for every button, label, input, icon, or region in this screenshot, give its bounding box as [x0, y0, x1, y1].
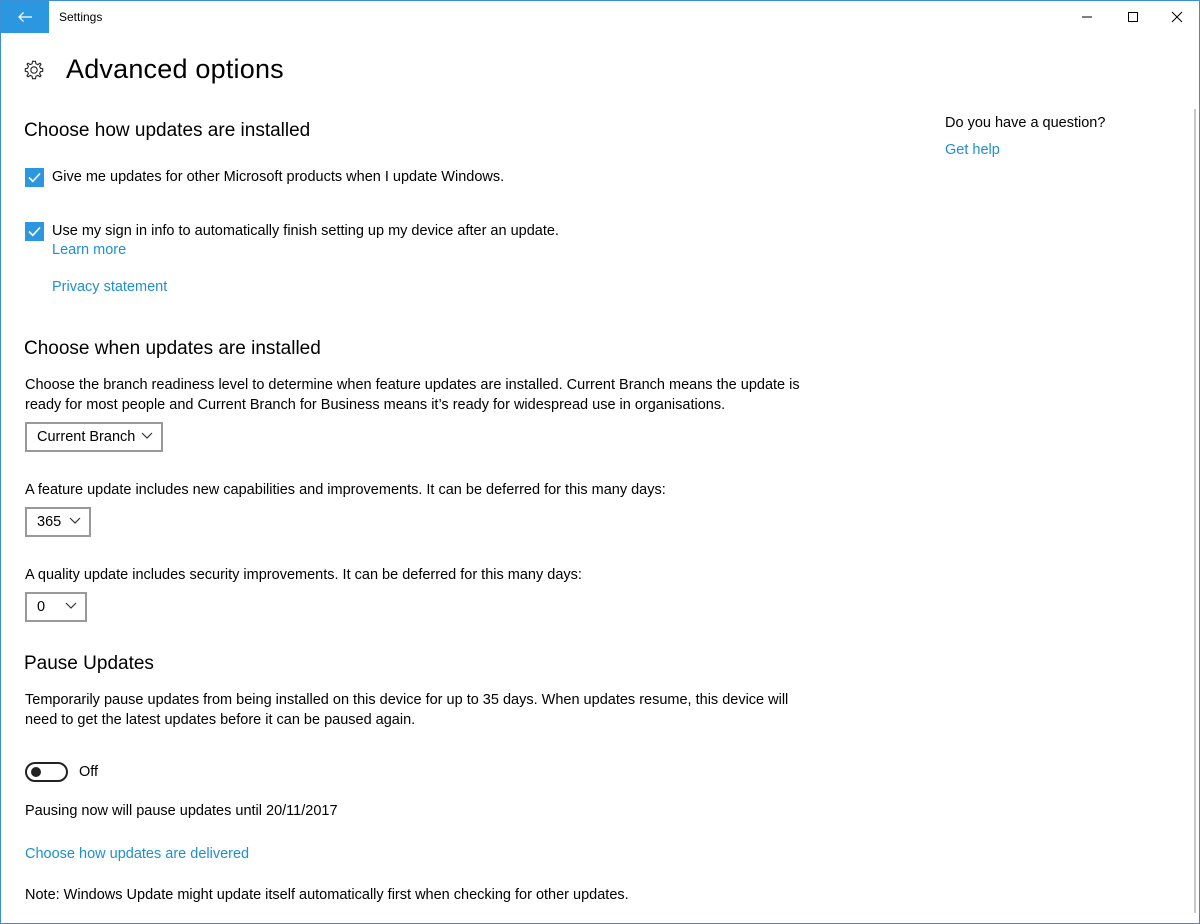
- minimize-icon: [1081, 11, 1093, 23]
- title-bar: [1, 1, 1199, 33]
- pause-description-line1: Temporarily pause updates from being installed on this device for up to 35 days. When updates resume, this device will: [25, 692, 789, 708]
- quality-update-description: A quality update includes security improvements. It can be deferred for this many days:: [25, 567, 582, 583]
- close-icon: [1171, 11, 1183, 23]
- feature-update-description: A feature update includes new capabilities and improvements. It can be deferred for this many days:: [25, 482, 666, 498]
- gear-icon: [23, 59, 45, 81]
- section-title-when: Choose when updates are installed: [24, 338, 321, 359]
- pause-description-line2: need to get the latest updates before it can be paused again.: [25, 712, 416, 728]
- get-help-link[interactable]: Get help: [945, 142, 1000, 158]
- pause-until-text: Pausing now will pause updates until 20/11/2017: [25, 803, 338, 819]
- scrollbar[interactable]: [1194, 109, 1196, 913]
- branch-readiness-dropdown[interactable]: [25, 422, 163, 452]
- close-button[interactable]: [1154, 1, 1200, 33]
- window-title: Settings: [59, 10, 103, 24]
- toggle-knob: [31, 767, 41, 777]
- maximize-button[interactable]: [1110, 1, 1156, 33]
- pause-updates-toggle[interactable]: [25, 762, 68, 782]
- page-title: Advanced options: [66, 54, 284, 84]
- checkbox-sign-in-info-label: Use my sign in info to automatically finish setting up my device after an update.: [52, 223, 559, 239]
- checkmark-icon: [28, 226, 41, 237]
- chevron-down-icon: [65, 602, 77, 610]
- quality-deferral-value: 0: [37, 599, 46, 615]
- learn-more-link[interactable]: Learn more: [52, 242, 127, 258]
- branch-description-line2: ready for most people and Current Branch for Business means it’s ready for widespread use in organisations.: [25, 397, 726, 413]
- checkbox-other-products[interactable]: [25, 168, 44, 187]
- windows-update-note: Note: Windows Update might update itself automatically first when checking for other updates.: [25, 887, 629, 903]
- back-button[interactable]: [1, 1, 49, 33]
- privacy-statement-link[interactable]: Privacy statement: [52, 279, 168, 295]
- minimize-button[interactable]: [1064, 1, 1110, 33]
- feature-deferral-value: 365: [37, 514, 62, 530]
- checkbox-sign-in-info[interactable]: [25, 222, 44, 241]
- feature-deferral-dropdown[interactable]: [25, 507, 91, 537]
- quality-deferral-dropdown[interactable]: [25, 592, 87, 622]
- branch-readiness-value: Current Branch: [37, 429, 136, 445]
- delivery-options-link[interactable]: Choose how updates are delivered: [25, 846, 250, 862]
- back-arrow-icon: [17, 11, 33, 23]
- maximize-icon: [1127, 11, 1139, 23]
- chevron-down-icon: [69, 517, 81, 525]
- pause-toggle-state: Off: [79, 764, 99, 780]
- section-title-pause: Pause Updates: [24, 653, 154, 674]
- checkbox-other-products-label: Give me updates for other Microsoft products when I update Windows.: [52, 169, 505, 185]
- checkmark-icon: [28, 172, 41, 183]
- branch-description-line1: Choose the branch readiness level to determine when feature updates are installed. Current Branch means the update is: [25, 377, 800, 393]
- section-title-install: Choose how updates are installed: [24, 120, 311, 141]
- question-heading: Do you have a question?: [945, 115, 1106, 131]
- chevron-down-icon: [141, 432, 153, 440]
